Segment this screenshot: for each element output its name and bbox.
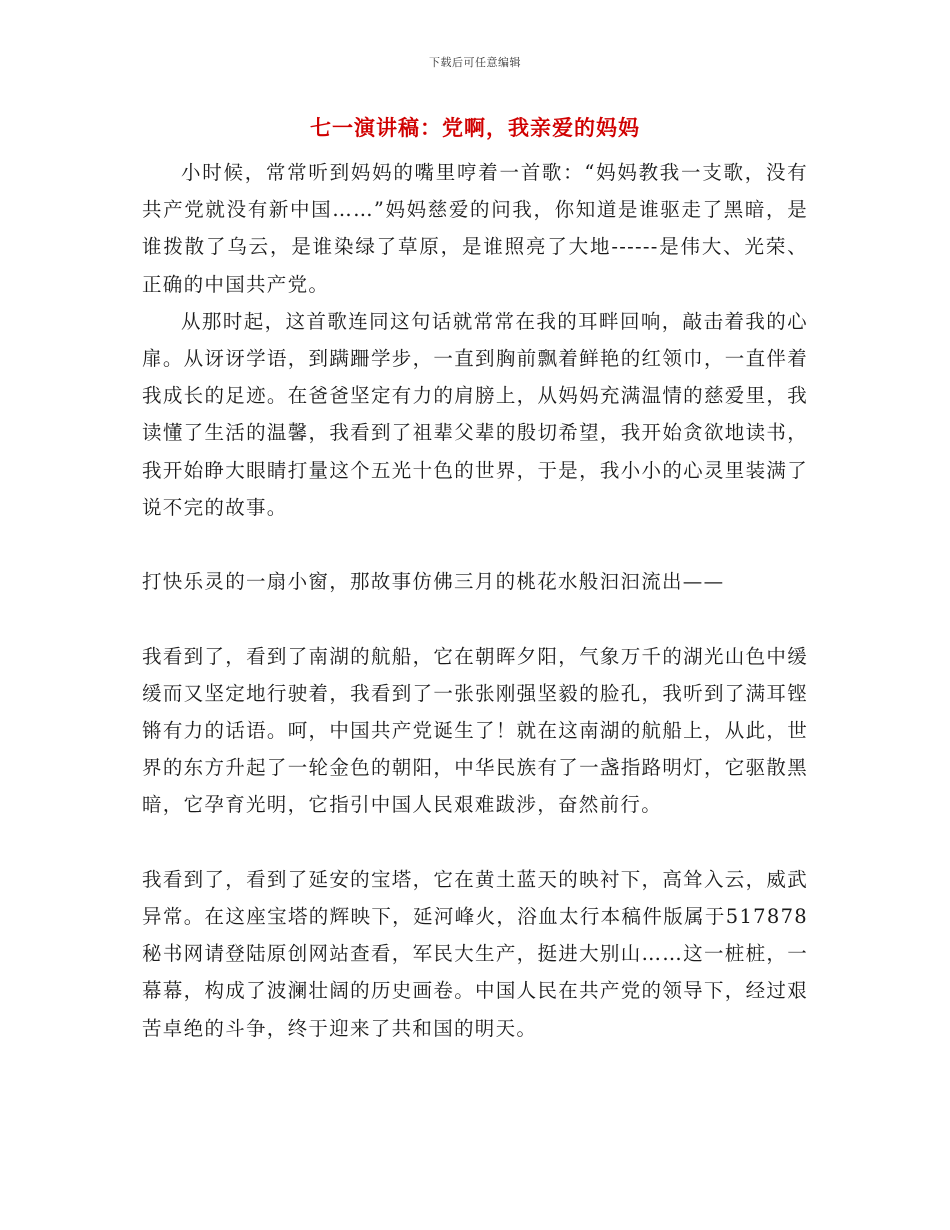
paragraph-5: 我看到了，看到了延安的宝塔，它在黄土蓝天的映衬下，高耸入云，威武异常。在这座宝塔的辉映下，延河峰火，浴血太行本稿件版属于517878秘书网请登陆原创网站查看，军民大生产，挺进大别山……这一桩桩，一幕幕，构成了波澜壮阔的历史画卷。中国人民在共产党的领导下，经过艰苦卓绝的斗争，终于迎来了共和国的明天。 <box>142 867 808 1040</box>
header-note: 下载后可任意编辑 <box>429 56 521 69</box>
paragraph-1: 小时候，常常听到妈妈的嘴里哼着一首歌：“妈妈教我一支歌，没有共产党就没有新中国……”妈妈慈爱的问我，你知道是谁驱走了黑暗，是谁拨散了乌云，是谁染绿了草原，是谁照亮了大地------是伟大、光荣、正确的中国共产党。 <box>142 161 808 296</box>
paragraph-gap <box>142 526 808 563</box>
paragraph-3: 打快乐灵的一扇小窗，那故事仿佛三月的桃花水般汩汩流出—— <box>142 570 725 594</box>
paragraph-2: 从那时起，这首歌连同这句话就常常在我的耳畔回响，敲击着我的心扉。从讶讶学语，到蹒跚学步，一直到胸前飘着鲜艳的红领巾，一直伴着我成长的足迹。在爸爸坚定有力的肩膀上，从妈妈充满温情的慈爱里，我读懂了生活的温馨，我看到了祖辈父辈的殷切希望，我开始贪欲地读书，我开始睁大眼睛打量这个五光十色的世界，于是，我小小的心灵里装满了说不完的故事。 <box>142 309 808 519</box>
document-title: 七一演讲稿：党啊，我亲爱的妈妈 <box>310 116 640 140</box>
document-body <box>142 154 808 1047</box>
paragraph-4: 我看到了，看到了南湖的航船，它在朝晖夕阳，气象万千的湖光山色中缓缓而又坚定地行驶着，我看到了一张张刚强坚毅的脸孔，我听到了满耳铿锵有力的话语。呵，中国共产党诞生了！就在这南湖的航船上，从此，世界的东方升起了一轮金色的朝阳，中华民族有了一盏指路明灯，它驱散黑暗，它孕育光明，它指引中国人民艰难跋涉，奋然前行。 <box>142 644 808 817</box>
paragraph-gap <box>142 600 808 637</box>
paragraph-gap <box>142 824 808 861</box>
